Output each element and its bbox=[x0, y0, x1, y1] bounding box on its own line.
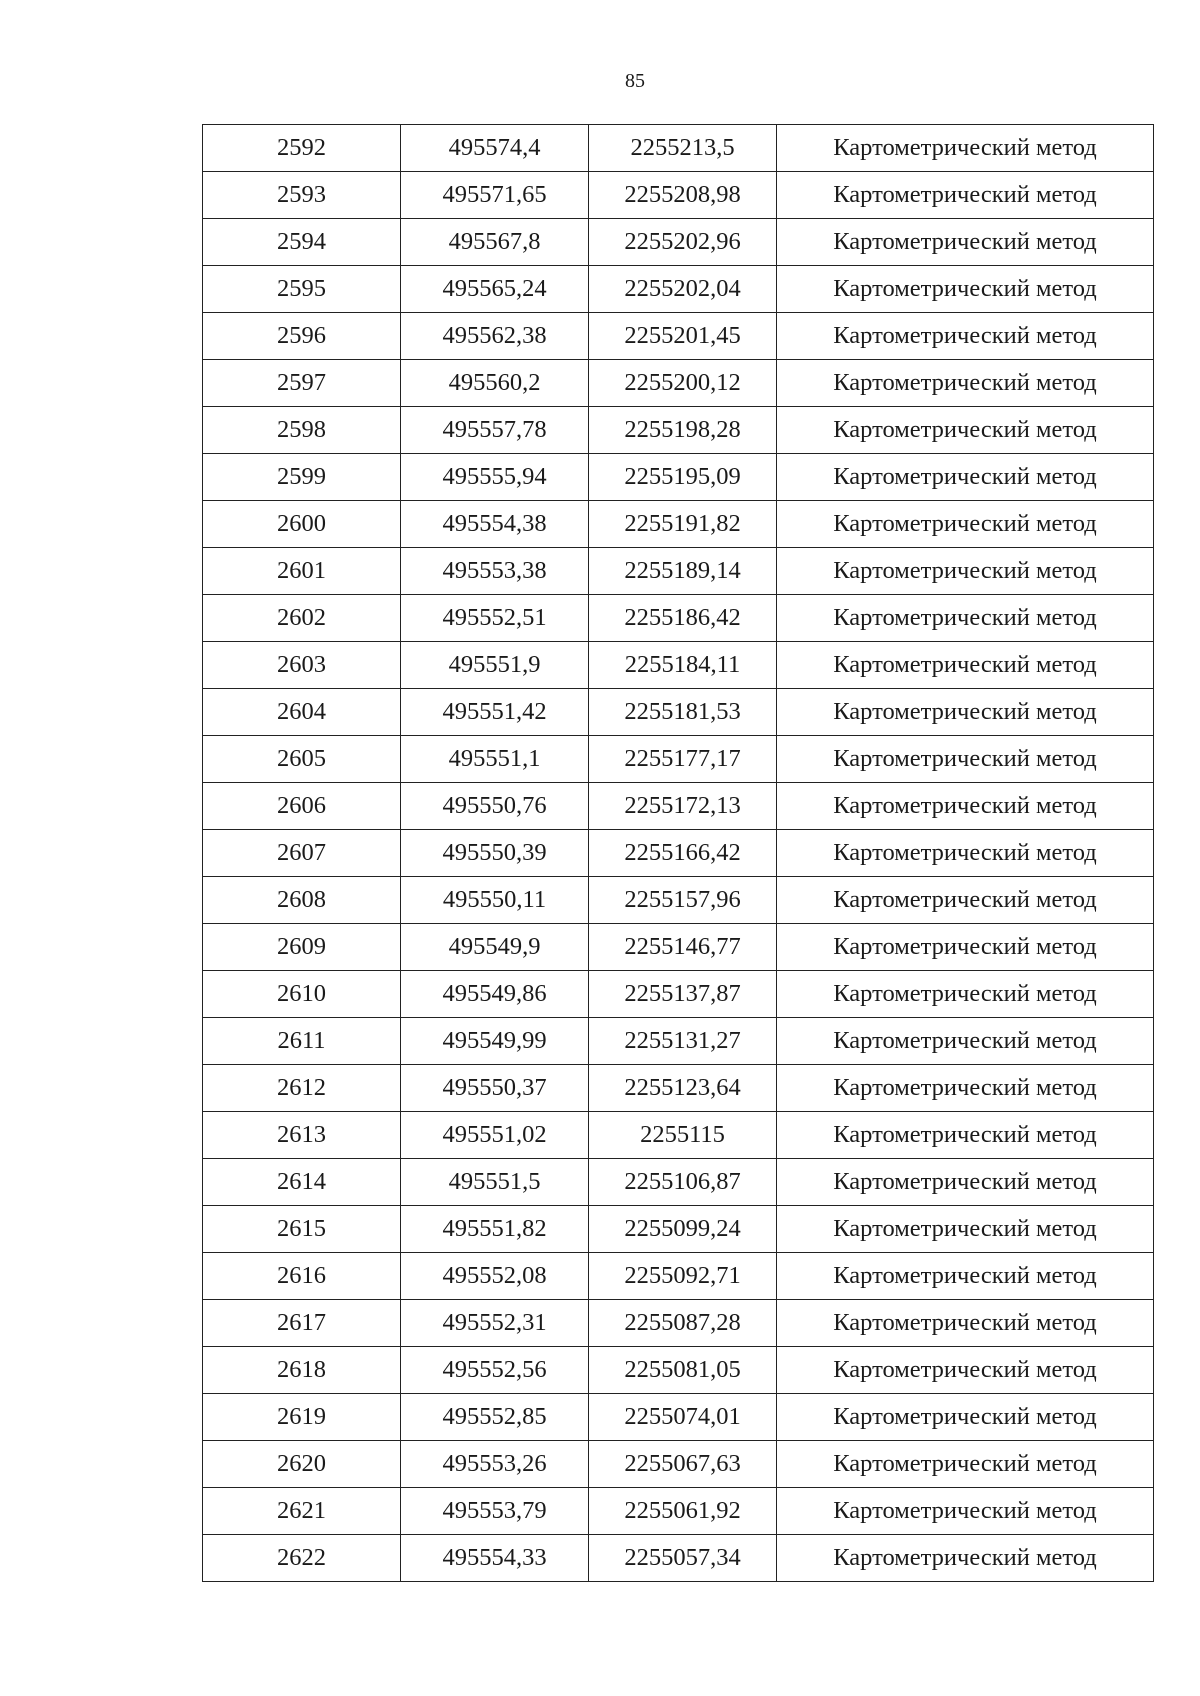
method-cell: Картометрический метод bbox=[777, 736, 1154, 783]
method-cell: Картометрический метод bbox=[777, 1535, 1154, 1582]
point-number-cell: 2606 bbox=[203, 783, 401, 830]
table-row bbox=[203, 1112, 1154, 1159]
x-coordinate-cell: 495550,76 bbox=[401, 783, 589, 830]
table-row bbox=[203, 1535, 1154, 1582]
point-number-cell: 2612 bbox=[203, 1065, 401, 1112]
x-coordinate-cell: 495550,39 bbox=[401, 830, 589, 877]
point-number-cell: 2619 bbox=[203, 1394, 401, 1441]
point-number-cell: 2596 bbox=[203, 313, 401, 360]
coordinates-table bbox=[202, 124, 1154, 1582]
y-coordinate-cell: 2255202,96 bbox=[589, 219, 777, 266]
y-coordinate-cell: 2255099,24 bbox=[589, 1206, 777, 1253]
x-coordinate-cell: 495553,79 bbox=[401, 1488, 589, 1535]
table-row bbox=[203, 548, 1154, 595]
y-coordinate-cell: 2255186,42 bbox=[589, 595, 777, 642]
x-coordinate-cell: 495562,38 bbox=[401, 313, 589, 360]
y-coordinate-cell: 2255200,12 bbox=[589, 360, 777, 407]
y-coordinate-cell: 2255172,13 bbox=[589, 783, 777, 830]
point-number-cell: 2616 bbox=[203, 1253, 401, 1300]
x-coordinate-cell: 495549,9 bbox=[401, 924, 589, 971]
y-coordinate-cell: 2255157,96 bbox=[589, 877, 777, 924]
point-number-cell: 2601 bbox=[203, 548, 401, 595]
x-coordinate-cell: 495574,4 bbox=[401, 125, 589, 172]
method-cell: Картометрический метод bbox=[777, 1206, 1154, 1253]
y-coordinate-cell: 2255198,28 bbox=[589, 407, 777, 454]
point-number-cell: 2610 bbox=[203, 971, 401, 1018]
method-cell: Картометрический метод bbox=[777, 877, 1154, 924]
y-coordinate-cell: 2255189,14 bbox=[589, 548, 777, 595]
method-cell: Картометрический метод bbox=[777, 1065, 1154, 1112]
y-coordinate-cell: 2255061,92 bbox=[589, 1488, 777, 1535]
table-row bbox=[203, 1018, 1154, 1065]
method-cell: Картометрический метод bbox=[777, 689, 1154, 736]
point-number-cell: 2617 bbox=[203, 1300, 401, 1347]
method-cell: Картометрический метод bbox=[777, 454, 1154, 501]
x-coordinate-cell: 495553,26 bbox=[401, 1441, 589, 1488]
table-row bbox=[203, 313, 1154, 360]
point-number-cell: 2599 bbox=[203, 454, 401, 501]
method-cell: Картометрический метод bbox=[777, 1394, 1154, 1441]
method-cell: Картометрический метод bbox=[777, 219, 1154, 266]
page-number: 85 bbox=[625, 70, 645, 92]
point-number-cell: 2595 bbox=[203, 266, 401, 313]
point-number-cell: 2608 bbox=[203, 877, 401, 924]
point-number-cell: 2594 bbox=[203, 219, 401, 266]
point-number-cell: 2613 bbox=[203, 1112, 401, 1159]
point-number-cell: 2614 bbox=[203, 1159, 401, 1206]
method-cell: Картометрический метод bbox=[777, 1253, 1154, 1300]
table-row bbox=[203, 454, 1154, 501]
point-number-cell: 2622 bbox=[203, 1535, 401, 1582]
y-coordinate-cell: 2255202,04 bbox=[589, 266, 777, 313]
x-coordinate-cell: 495557,78 bbox=[401, 407, 589, 454]
table-row bbox=[203, 689, 1154, 736]
table-row bbox=[203, 1347, 1154, 1394]
x-coordinate-cell: 495552,85 bbox=[401, 1394, 589, 1441]
x-coordinate-cell: 495571,65 bbox=[401, 172, 589, 219]
method-cell: Картометрический метод bbox=[777, 360, 1154, 407]
table-row bbox=[203, 924, 1154, 971]
method-cell: Картометрический метод bbox=[777, 595, 1154, 642]
point-number-cell: 2598 bbox=[203, 407, 401, 454]
y-coordinate-cell: 2255201,45 bbox=[589, 313, 777, 360]
y-coordinate-cell: 2255057,34 bbox=[589, 1535, 777, 1582]
method-cell: Картометрический метод bbox=[777, 1159, 1154, 1206]
y-coordinate-cell: 2255184,11 bbox=[589, 642, 777, 689]
table-row bbox=[203, 830, 1154, 877]
point-number-cell: 2615 bbox=[203, 1206, 401, 1253]
table-row bbox=[203, 1065, 1154, 1112]
coordinates-table-body bbox=[203, 125, 1154, 1582]
x-coordinate-cell: 495551,5 bbox=[401, 1159, 589, 1206]
method-cell: Картометрический метод bbox=[777, 407, 1154, 454]
method-cell: Картометрический метод bbox=[777, 125, 1154, 172]
y-coordinate-cell: 2255177,17 bbox=[589, 736, 777, 783]
method-cell: Картометрический метод bbox=[777, 830, 1154, 877]
y-coordinate-cell: 2255146,77 bbox=[589, 924, 777, 971]
x-coordinate-cell: 495551,02 bbox=[401, 1112, 589, 1159]
method-cell: Картометрический метод bbox=[777, 1347, 1154, 1394]
y-coordinate-cell: 2255081,05 bbox=[589, 1347, 777, 1394]
y-coordinate-cell: 2255166,42 bbox=[589, 830, 777, 877]
table-row bbox=[203, 736, 1154, 783]
method-cell: Картометрический метод bbox=[777, 313, 1154, 360]
method-cell: Картометрический метод bbox=[777, 971, 1154, 1018]
point-number-cell: 2621 bbox=[203, 1488, 401, 1535]
table-row bbox=[203, 1488, 1154, 1535]
y-coordinate-cell: 2255208,98 bbox=[589, 172, 777, 219]
point-number-cell: 2609 bbox=[203, 924, 401, 971]
x-coordinate-cell: 495560,2 bbox=[401, 360, 589, 407]
point-number-cell: 2602 bbox=[203, 595, 401, 642]
method-cell: Картометрический метод bbox=[777, 266, 1154, 313]
method-cell: Картометрический метод bbox=[777, 1441, 1154, 1488]
y-coordinate-cell: 2255067,63 bbox=[589, 1441, 777, 1488]
point-number-cell: 2597 bbox=[203, 360, 401, 407]
point-number-cell: 2620 bbox=[203, 1441, 401, 1488]
table-row bbox=[203, 1441, 1154, 1488]
x-coordinate-cell: 495552,08 bbox=[401, 1253, 589, 1300]
method-cell: Картометрический метод bbox=[777, 1018, 1154, 1065]
method-cell: Картометрический метод bbox=[777, 172, 1154, 219]
x-coordinate-cell: 495555,94 bbox=[401, 454, 589, 501]
y-coordinate-cell: 2255195,09 bbox=[589, 454, 777, 501]
x-coordinate-cell: 495552,56 bbox=[401, 1347, 589, 1394]
table-row bbox=[203, 1159, 1154, 1206]
table-row bbox=[203, 1394, 1154, 1441]
x-coordinate-cell: 495553,38 bbox=[401, 548, 589, 595]
point-number-cell: 2618 bbox=[203, 1347, 401, 1394]
point-number-cell: 2607 bbox=[203, 830, 401, 877]
table-row bbox=[203, 407, 1154, 454]
x-coordinate-cell: 495551,1 bbox=[401, 736, 589, 783]
table-row bbox=[203, 1300, 1154, 1347]
method-cell: Картометрический метод bbox=[777, 783, 1154, 830]
table-row bbox=[203, 266, 1154, 313]
x-coordinate-cell: 495549,86 bbox=[401, 971, 589, 1018]
table-row bbox=[203, 595, 1154, 642]
point-number-cell: 2604 bbox=[203, 689, 401, 736]
point-number-cell: 2603 bbox=[203, 642, 401, 689]
x-coordinate-cell: 495554,38 bbox=[401, 501, 589, 548]
method-cell: Картометрический метод bbox=[777, 501, 1154, 548]
x-coordinate-cell: 495567,8 bbox=[401, 219, 589, 266]
table-row bbox=[203, 1206, 1154, 1253]
point-number-cell: 2605 bbox=[203, 736, 401, 783]
y-coordinate-cell: 2255191,82 bbox=[589, 501, 777, 548]
y-coordinate-cell: 2255137,87 bbox=[589, 971, 777, 1018]
y-coordinate-cell: 2255131,27 bbox=[589, 1018, 777, 1065]
point-number-cell: 2611 bbox=[203, 1018, 401, 1065]
method-cell: Картометрический метод bbox=[777, 1300, 1154, 1347]
table-row bbox=[203, 501, 1154, 548]
point-number-cell: 2592 bbox=[203, 125, 401, 172]
method-cell: Картометрический метод bbox=[777, 1488, 1154, 1535]
point-number-cell: 2593 bbox=[203, 172, 401, 219]
method-cell: Картометрический метод bbox=[777, 548, 1154, 595]
point-number-cell: 2600 bbox=[203, 501, 401, 548]
y-coordinate-cell: 2255115 bbox=[589, 1112, 777, 1159]
method-cell: Картометрический метод bbox=[777, 642, 1154, 689]
y-coordinate-cell: 2255181,53 bbox=[589, 689, 777, 736]
table-row bbox=[203, 360, 1154, 407]
x-coordinate-cell: 495552,51 bbox=[401, 595, 589, 642]
x-coordinate-cell: 495552,31 bbox=[401, 1300, 589, 1347]
table-row bbox=[203, 783, 1154, 830]
y-coordinate-cell: 2255213,5 bbox=[589, 125, 777, 172]
x-coordinate-cell: 495550,11 bbox=[401, 877, 589, 924]
table-row bbox=[203, 125, 1154, 172]
y-coordinate-cell: 2255092,71 bbox=[589, 1253, 777, 1300]
method-cell: Картометрический метод bbox=[777, 1112, 1154, 1159]
x-coordinate-cell: 495554,33 bbox=[401, 1535, 589, 1582]
table-row bbox=[203, 172, 1154, 219]
x-coordinate-cell: 495551,82 bbox=[401, 1206, 589, 1253]
y-coordinate-cell: 2255123,64 bbox=[589, 1065, 777, 1112]
y-coordinate-cell: 2255087,28 bbox=[589, 1300, 777, 1347]
x-coordinate-cell: 495551,42 bbox=[401, 689, 589, 736]
y-coordinate-cell: 2255106,87 bbox=[589, 1159, 777, 1206]
table-row bbox=[203, 971, 1154, 1018]
x-coordinate-cell: 495551,9 bbox=[401, 642, 589, 689]
table-row bbox=[203, 877, 1154, 924]
table-row bbox=[203, 642, 1154, 689]
x-coordinate-cell: 495549,99 bbox=[401, 1018, 589, 1065]
table-row bbox=[203, 219, 1154, 266]
y-coordinate-cell: 2255074,01 bbox=[589, 1394, 777, 1441]
method-cell: Картометрический метод bbox=[777, 924, 1154, 971]
x-coordinate-cell: 495565,24 bbox=[401, 266, 589, 313]
x-coordinate-cell: 495550,37 bbox=[401, 1065, 589, 1112]
table-row bbox=[203, 1253, 1154, 1300]
